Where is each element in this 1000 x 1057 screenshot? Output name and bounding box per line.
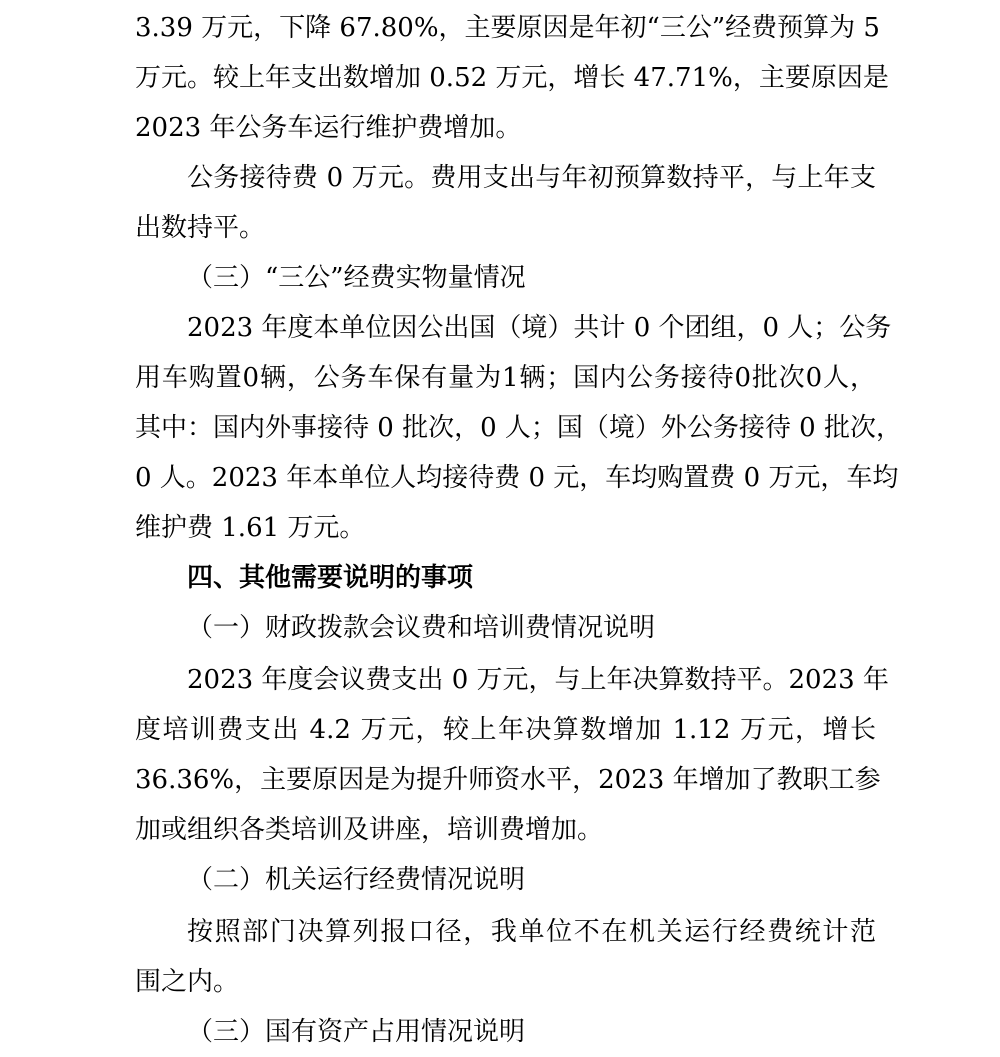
paragraph-line: 2023 年度会议费支出 0 万元，与上年决算数持平。2023 年 xyxy=(187,665,889,695)
paragraph-line: 其中：国内外事接待 0 批次，0 人；国（境）外公务接待 0 批次， xyxy=(135,413,902,443)
paragraph-line: 度培训费支出 4.2 万元，较上年决算数增加 1.12 万元，增长 xyxy=(135,715,876,745)
paragraph-line: 公务接待费 0 万元。费用支出与年初预算数持平，与上年支 xyxy=(187,163,876,193)
paragraph-line: 出数持平。 xyxy=(135,213,266,243)
chapter-heading: 四、其他需要说明的事项 xyxy=(187,563,474,593)
paragraph-line: 36.36%，主要原因是为提升师资水平，2023 年增加了教职工参 xyxy=(135,765,881,795)
section-heading: （三）国有资产占用情况说明 xyxy=(187,1017,526,1047)
paragraph-line: 用车购置0辆，公务车保有量为1辆；国内公务接待0批次0人， xyxy=(135,363,876,393)
paragraph-line: 2023 年度本单位因公出国（境）共计 0 个团组，0 人；公务 xyxy=(187,313,892,343)
paragraph-line: 2023 年公务车运行维护费增加。 xyxy=(135,113,522,143)
paragraph-line: 围之内。 xyxy=(135,967,240,997)
section-heading: （三）“三公”经费实物量情况 xyxy=(187,263,526,293)
section-heading: （一）财政拨款会议费和培训费情况说明 xyxy=(187,613,656,643)
section-heading: （二）机关运行经费情况说明 xyxy=(187,865,526,895)
paragraph-line: 0 人。2023 年本单位人均接待费 0 元，车均购置费 0 万元，车均 xyxy=(135,463,899,493)
paragraph-line: 3.39 万元，下降 67.80%，主要原因是年初“三公”经费预算为 5 xyxy=(135,13,880,43)
paragraph-line: 维护费 1.61 万元。 xyxy=(135,513,366,543)
paragraph-line: 加或组织各类培训及讲座，培训费增加。 xyxy=(135,815,604,845)
paragraph-line: 按照部门决算列报口径，我单位不在机关运行经费统计范 xyxy=(187,917,876,947)
paragraph-line: 万元。较上年支出数增加 0.52 万元，增长 47.71%，主要原因是 xyxy=(135,63,889,93)
